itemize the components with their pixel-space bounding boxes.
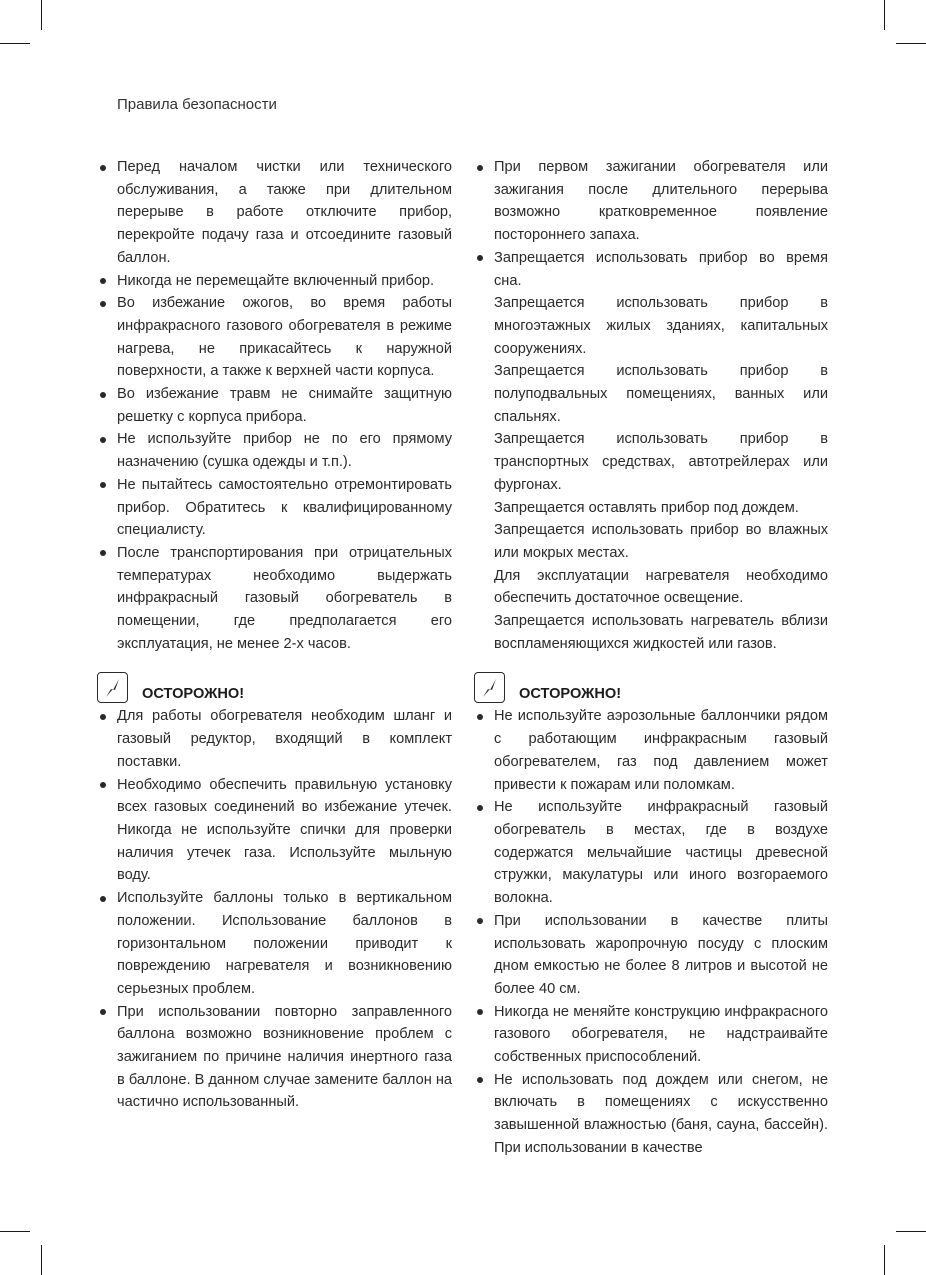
list-item: Не используйте аэрозольные баллончики рядом с работающим инфракрасным газовый обогревателем, газ под давлением может привести к пожарам или поломкам. — [474, 705, 828, 796]
prohibition-paragraph: Для эксплуатации нагревателя необходимо обеспечить достаточное освещение. — [494, 567, 828, 607]
prohibition-paragraph: Запрещается использовать прибор во влажных или мокрых местах. — [494, 522, 828, 561]
list-item: После транспортирования при отрицательных температурах необходимо выдержать инфракрасный газовый обогреватель в помещении, где предполагается его эксплуатация, не менее 2-х часов. — [97, 542, 452, 656]
list-item: При использовании в качестве плиты использовать жаропрочную посуду с плоским дном емкостью не более 8 литров и высотой не более 40 см. — [474, 910, 828, 1001]
crop-mark — [41, 1245, 42, 1275]
list-item: Во избежание травм не снимайте защитную решетку с корпуса прибора. — [97, 383, 452, 428]
warning-list — [474, 705, 828, 1159]
crop-mark — [41, 0, 42, 30]
list-item: Не используйте инфракрасный газовый обогреватель в местах, где в воздухе содержатся мельчайшие частицы древесной стружки, макулатуры или иного возгораемого волокна. — [474, 796, 828, 910]
list-item: Перед началом чистки или технического обслуживания, а также при длительном перерыве в работе отключите прибор, перекройте подачу газа и отсоедините газовый баллон. — [97, 156, 452, 270]
list-item: Не используйте прибор не по его прямому назначению (сушка одежды и т.п.). — [97, 428, 452, 473]
safety-list — [474, 156, 828, 292]
prohibition-paragraph: Запрещается использовать нагреватель вблизи воспламеняющихся жидкостей или газов. — [494, 613, 828, 652]
crop-mark — [896, 1231, 926, 1232]
list-item: При первом зажигании обогревателя или зажигания после длительного перерыва возможно кратковременное появление постороннего запаха. — [474, 156, 828, 247]
list-item: Используйте баллоны только в вертикальном положении. Использование баллонов в горизонтальном положении приводит к повреждению нагревателя и возникновению серьезных проблем. — [97, 887, 452, 1001]
crop-mark — [0, 43, 30, 44]
list-item: Никогда не меняйте конструкцию инфракрасного газового обогревателя, не надстраивайте собственных приспособлений. — [474, 1001, 828, 1069]
prohibition-paragraph: Запрещается использовать прибор в транспортных средствах, автотрейлерах или фургонах. — [494, 431, 828, 493]
list-item: Не использовать под дождем или снегом, не включать в помещениях с искусственно завышенной влажностью (баня, сауна, бассейн). При использовании в качестве — [474, 1069, 828, 1160]
warning-list — [97, 705, 452, 1114]
list-item: Во избежание ожогов, во время работы инфракрасного газового обогревателя в режиме нагрева, не прикасайтесь к наружной поверхности, а также к верхней части корпуса. — [97, 292, 452, 383]
page-header: Правила безопасности — [117, 96, 277, 113]
prohibition-paragraph: Запрещается оставлять прибор под дождем. — [494, 499, 799, 516]
right-column — [474, 156, 828, 1160]
list-item: Необходимо обеспечить правильную установку всех газовых соединений во избежание утечек. Никогда не используйте спички для проверки наличия утечек газа. Используйте мыльную воду. — [97, 774, 452, 888]
lightning-warning-icon — [474, 672, 505, 703]
list-item: При использовании повторно заправленного баллона возможно возникновение проблем с зажиганием по причине наличия инертного газа в баллоне. В данном случае замените баллон на частично использованный. — [97, 1001, 452, 1115]
crop-mark — [896, 43, 926, 44]
list-item: Не пытайтесь самостоятельно отремонтировать прибор. Обратитесь к квалифицированному специалисту. — [97, 474, 452, 542]
list-item: Для работы обогревателя необходим шланг и газовый редуктор, входящий в комплект поставки. — [97, 705, 452, 773]
lightning-warning-icon — [97, 672, 128, 703]
safety-list — [97, 156, 452, 655]
warning-title: ОСТОРОЖНО! — [142, 685, 245, 702]
warning-heading — [97, 663, 452, 703]
left-column — [97, 156, 452, 1114]
list-item: Никогда не перемещайте включенный прибор. — [97, 270, 452, 293]
crop-mark — [884, 1245, 885, 1275]
warning-heading — [474, 663, 828, 703]
list-item: Запрещается использовать прибор во время сна. — [474, 247, 828, 292]
crop-mark — [884, 0, 885, 30]
crop-mark — [0, 1231, 30, 1232]
prohibition-paragraph: Запрещается использовать прибор в многоэтажных жилых зданиях, капитальных сооружениях. — [494, 295, 828, 357]
warning-title: ОСТОРОЖНО! — [519, 685, 622, 702]
prohibition-paragraph: Запрещается использовать прибор в полуподвальных помещениях, ванных или спальнях. — [494, 363, 828, 425]
